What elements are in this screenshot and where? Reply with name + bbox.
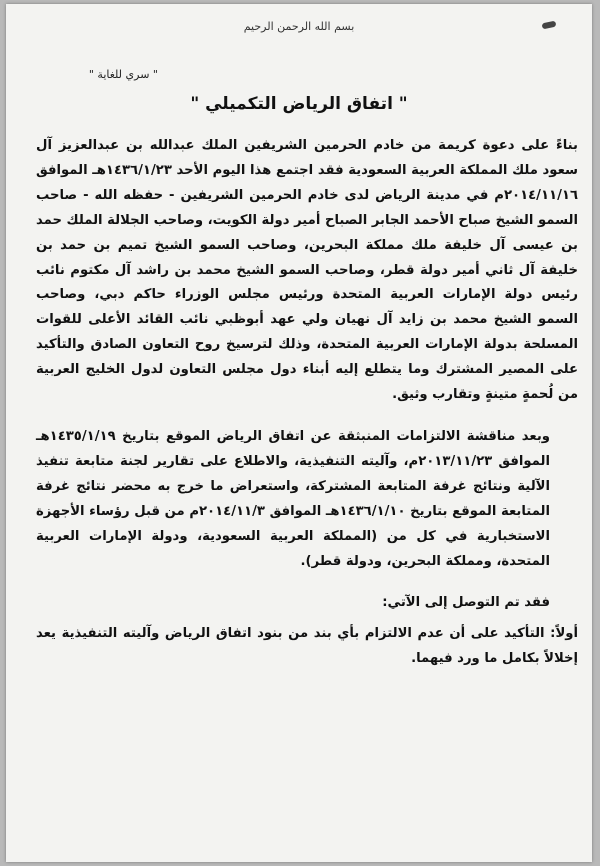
paragraph-preamble: بناءً على دعوة كريمة من خادم الحرمين الشريفين الملك عبدالله بن عبدالعزيز آل سعود ملك المملكة العربية السعودية فقد اجتمع هذا اليوم الأحد ١٤٣٦/١/٢٣هـ الموافق ٢٠١٤/١١/١٦م في مدينة الرياض لدى خادم الحرمين الشريفين - حفظه الله - صاحب السمو الشيخ صباح الأحمد الجابر الصباح أمير دولة الكويت، وصاحب الجلالة الملك حمد بن عيسى آل خليفة ملك مملكة البحرين، وصاحب السمو الشيخ تميم بن حمد بن خليفة آل ثاني أمير دولة قطر، وصاحب السمو الشيخ محمد بن راشد آل مكتوم نائب رئيس دولة الإمارات العربية المتحدة ورئيس مجلس الوزراء حاكم دبي، وصاحب السمو الشيخ محمد بن زايد آل نهيان ولي عهد أبوظبي نائب القائد الأعلى للقوات المسلحة بدولة الإمارات العربية المتحدة، وذلك لترسيخ روح التعاون الصادق والتأكيد على المصير المشترك وما يتطلع إليه أبناء دول مجلس التعاون لدول الخليج العربية من لُحمةٍ متينةٍ وتقارب وثيق. xyxy=(36,138,578,403)
classification-label: " سري للغاية " xyxy=(88,68,158,81)
document-title: " اتفاق الرياض التكميلي " xyxy=(190,94,408,114)
paragraph-conclusion-intro: فقد تم التوصل إلى الآتي: xyxy=(382,595,550,611)
document-body xyxy=(36,134,578,672)
paragraph-item-first: أولاً: التأكيد على أن عدم الالتزام بأي بند من بنود اتفاق الرياض وآليته التنفيذية يعد إخلالاً بكامل ما ورد فيهما. xyxy=(36,626,578,667)
document-page xyxy=(6,4,592,862)
basmala: بسم الله الرحمن الرحيم xyxy=(243,20,355,33)
paragraph-discussion: وبعد مناقشة الالتزامات المنبثقة عن اتفاق الرياض الموقع بتاريخ ١٤٣٥/١/١٩هـ الموافق ٢٠١٣/١١/٢٣م، وآليته التنفيذية، والاطلاع على تقارير لجنة متابعة تنفيذ الآلية ونتائج غرفة المتابعة المشتركة، واستعراض ما خرج به محضر نتائج غرفة المتابعة الموقع بتاريخ ١٤٣٦/١/١٠هـ الموافق ٢٠١٤/١١/٣م من قبل رؤساء الأجهزة الاستخبارية في كل من (المملكة العربية السعودية، ودولة الإمارات العربية المتحدة، ومملكة البحرين، ودولة قطر). xyxy=(36,428,551,569)
